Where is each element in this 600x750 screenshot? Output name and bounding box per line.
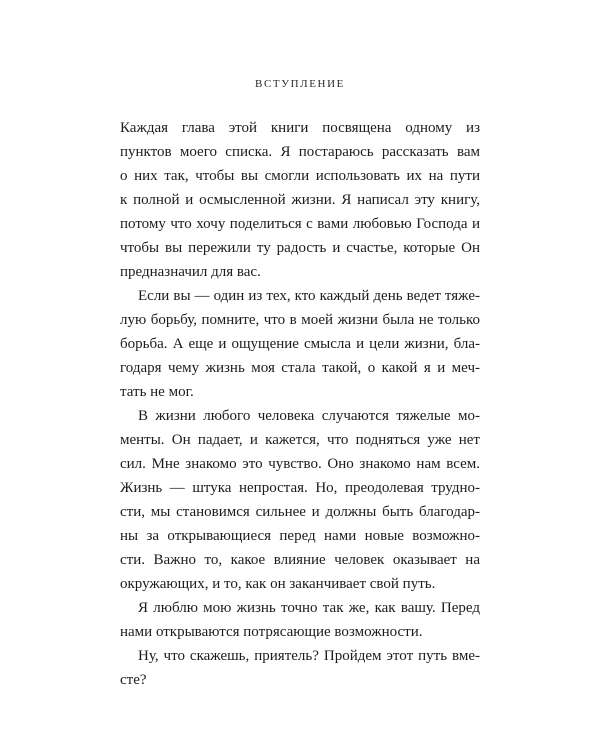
text-line: сил. Мне знакомо это чувство. Оно знакомо нам всем.	[120, 456, 480, 472]
text-line: сти. Важно то, какое влияние человек оказывает на	[120, 552, 480, 568]
text-line: Если вы — один из тех, кто каждый день ведет тяже-	[138, 288, 480, 304]
body-text	[120, 116, 480, 692]
text-line: тать не мог.	[120, 384, 194, 400]
text-line: годаря чему жизнь моя стала такой, о какой я и меч-	[120, 360, 480, 376]
text-line: лую борьбу, помните, что в моей жизни была не только	[120, 312, 480, 328]
text-line: сти, мы становимся сильнее и должны быть благодар-	[120, 504, 480, 520]
text-line: пунктов моего списка. Я постараюсь рассказать вам	[120, 144, 480, 160]
text-line: Я люблю мою жизнь точно так же, как вашу. Перед	[138, 600, 480, 616]
text-line: предназначил для вас.	[120, 264, 261, 280]
text-line: чтобы вы пережили ту радость и счастье, которые Он	[120, 240, 480, 256]
text-line: нами открываются потрясающие возможности.	[120, 624, 423, 640]
text-line: окружающих, и то, как он заканчивает свой путь.	[120, 576, 436, 592]
text-line: Ну, что скажешь, приятель? Пройдем этот путь вме-	[138, 648, 480, 664]
text-line: В жизни любого человека случаются тяжелые мо-	[138, 408, 480, 424]
text-line: менты. Он падает, и кажется, что подняться уже нет	[120, 432, 480, 448]
text-line: о них так, чтобы вы смогли использовать их на пути	[120, 168, 480, 184]
text-line: Каждая глава этой книги посвящена одному из	[120, 120, 480, 136]
text-line: потому что хочу поделиться с вами любовью Господа и	[120, 216, 480, 232]
text-line: сте?	[120, 672, 147, 688]
text-line: к полной и осмысленной жизни. Я написал эту книгу,	[120, 192, 480, 208]
running-head: ВСТУПЛЕНИЕ	[255, 78, 345, 90]
text-line: борьба. А еще и ощущение смысла и цели жизни, бла-	[120, 336, 480, 352]
text-line: Жизнь — штука непростая. Но, преодолевая трудно-	[120, 480, 480, 496]
text-line: ны за открывающиеся перед нами новые возможно-	[120, 528, 480, 544]
